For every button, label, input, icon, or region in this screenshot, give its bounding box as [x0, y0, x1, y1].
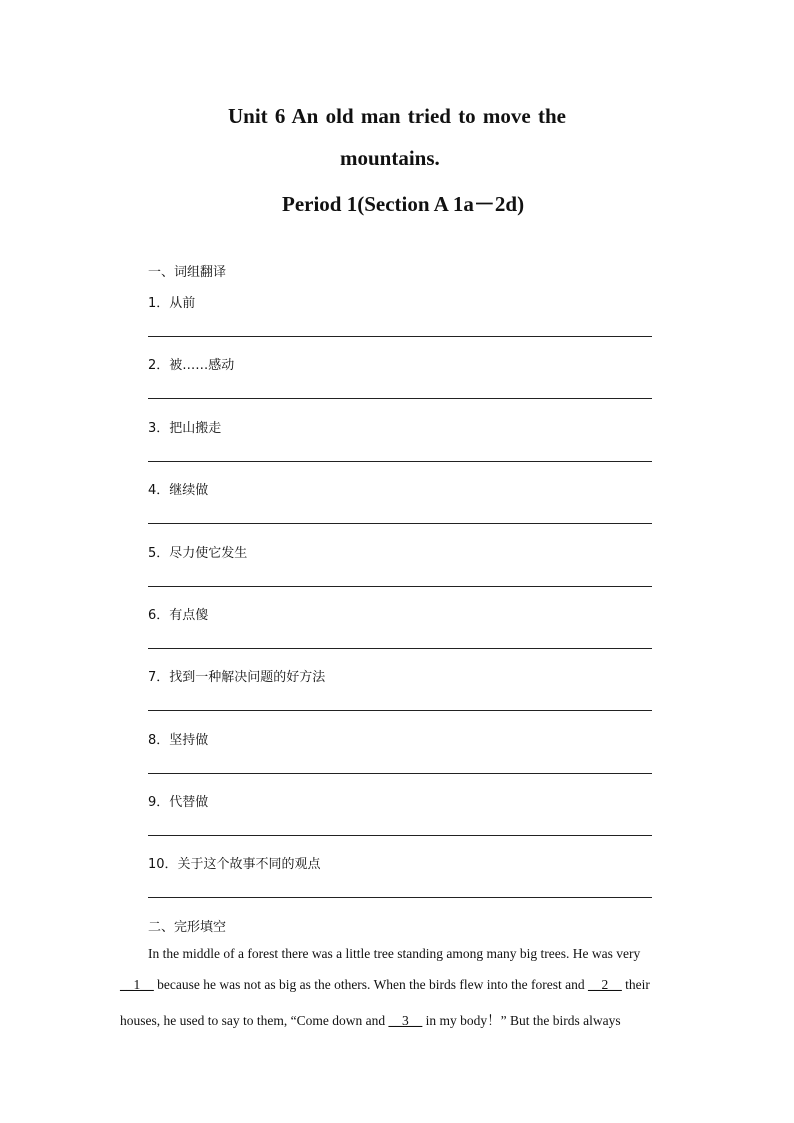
item-prompt: 10．关于这个故事不同的观点: [148, 857, 321, 872]
cloze-paragraph-line: In the middle of a forest there was a little tree standing among many big trees. He was very: [148, 946, 641, 961]
item-prompt: 8．坚持做: [148, 733, 209, 748]
cloze-blank-1[interactable]: __1__: [120, 977, 154, 992]
translation-item: [148, 417, 652, 465]
cloze-paragraph-line: [120, 977, 674, 993]
unit-title: Unit 6 An old man tried to move the: [228, 104, 566, 128]
answer-line[interactable]: [148, 336, 652, 337]
item-prompt: 9．代替做: [148, 795, 209, 810]
cloze-text: their: [621, 977, 650, 992]
answer-line[interactable]: [148, 398, 652, 399]
cloze-text: houses, he used to say to them, “Come down and: [120, 1013, 389, 1028]
answer-line[interactable]: [148, 586, 652, 587]
answer-line[interactable]: [148, 897, 652, 898]
item-prompt: 1．从前: [148, 296, 196, 311]
translation-item: [148, 666, 652, 714]
translation-item: [148, 292, 652, 340]
item-prompt: 6．有点傻: [148, 608, 209, 623]
translation-item: [148, 729, 652, 777]
cloze-text: in my body！” But the birds always: [422, 1013, 621, 1028]
section-heading-phrase-translation: 一、词组翻译: [148, 265, 227, 280]
cloze-text: because he was not as big as the others. When the birds flew into the forest and: [153, 977, 589, 992]
cloze-paragraph-line: [120, 1009, 674, 1029]
translation-item: [148, 354, 652, 402]
unit-title-continuation: mountains.: [340, 146, 440, 170]
translation-item: [148, 604, 652, 652]
answer-line[interactable]: [148, 835, 652, 836]
cloze-blank-2[interactable]: __2__: [588, 977, 622, 992]
section-heading-cloze: 二、完形填空: [148, 920, 227, 935]
translation-item: [148, 542, 652, 590]
answer-line[interactable]: [148, 710, 652, 711]
translation-item: [148, 791, 652, 839]
item-prompt: 4．继续做: [148, 483, 209, 498]
answer-line[interactable]: [148, 773, 652, 774]
translation-item: [148, 853, 652, 901]
item-prompt: 7．找到一种解决问题的好方法: [148, 670, 326, 685]
answer-line[interactable]: [148, 461, 652, 462]
answer-line[interactable]: [148, 648, 652, 649]
item-prompt: 3．把山搬走: [148, 421, 222, 436]
cloze-blank-3[interactable]: __3__: [388, 1013, 423, 1028]
period-subtitle: Period 1(Section A 1a－2d): [282, 192, 525, 216]
item-prompt: 2．被……感动: [148, 358, 235, 373]
item-prompt: 5．尽力使它发生: [148, 546, 248, 561]
answer-line[interactable]: [148, 523, 652, 524]
translation-item: [148, 479, 652, 527]
